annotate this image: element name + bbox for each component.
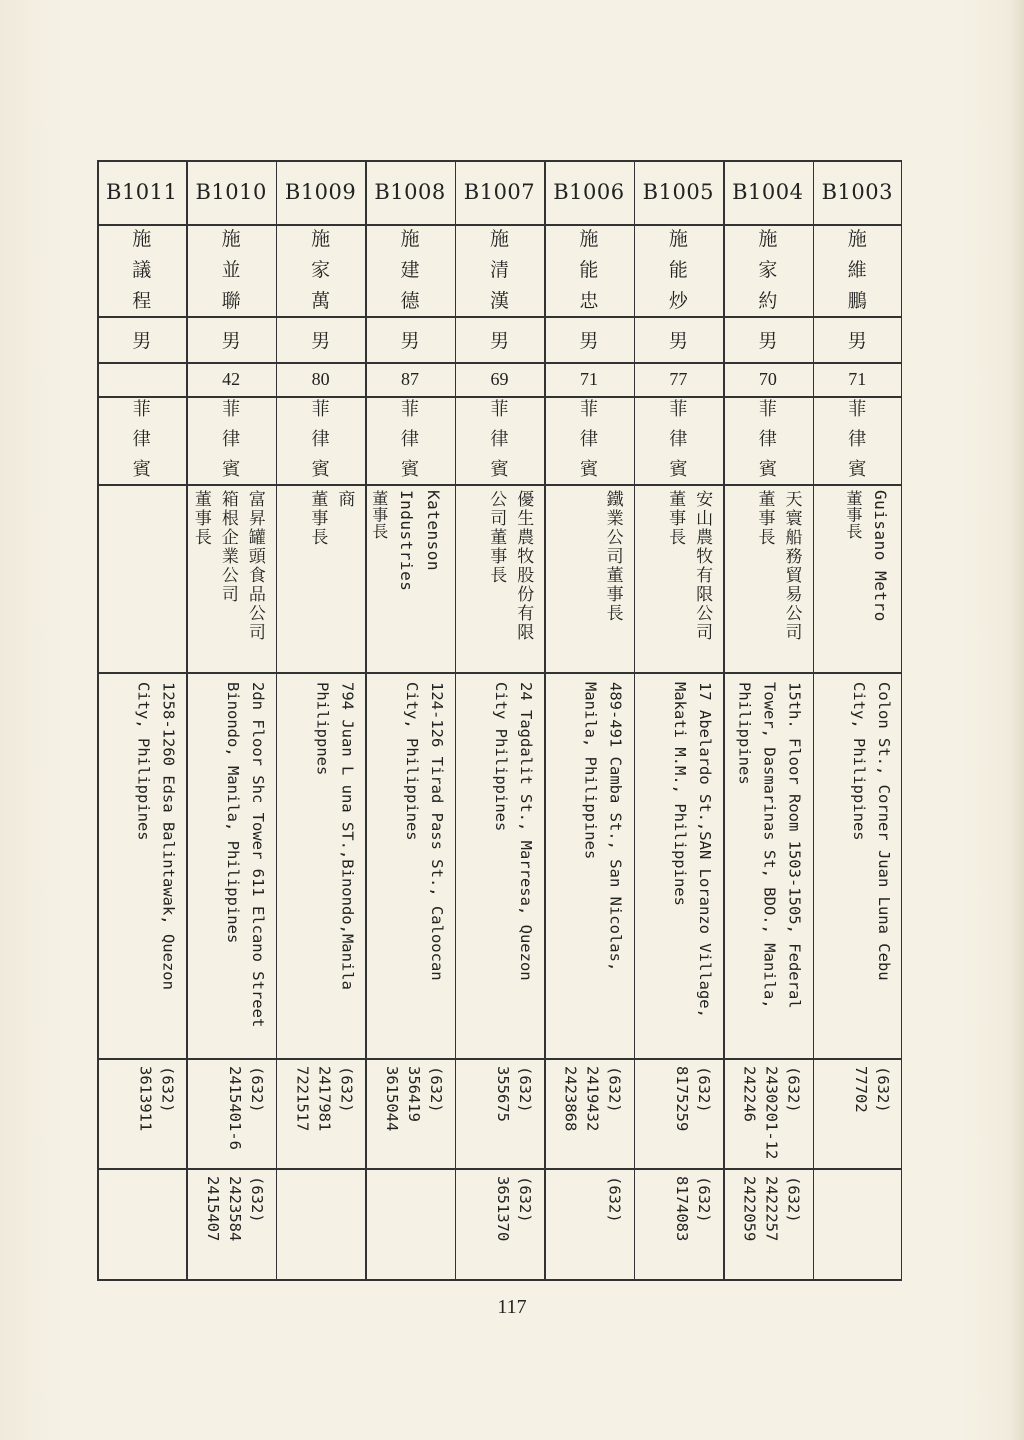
phone-secondary-cell <box>544 1168 633 1280</box>
phone-primary-cell <box>186 1058 275 1168</box>
name-character: 約 <box>758 289 778 312</box>
address: 24 Tagdalit St., Marresa, Quezon City Philippines <box>492 682 536 981</box>
country-character: 菲 <box>401 399 420 420</box>
name-character: 施 <box>221 227 241 250</box>
member-name <box>723 224 812 316</box>
country-character: 菲 <box>132 399 151 420</box>
gender: 男 <box>311 329 331 352</box>
record-column <box>365 160 454 1280</box>
phone-secondary: (632) 2422257 2422059 <box>740 1176 803 1242</box>
table-rule-vertical <box>813 160 815 1280</box>
record-code: B1008 <box>374 180 446 204</box>
name-character: 施 <box>311 227 331 250</box>
country <box>97 396 186 484</box>
age: 77 <box>669 368 688 389</box>
company-title: 富昇罐頭食品公司 箱根企業公司 董事長 <box>190 490 265 642</box>
name-character: 忠 <box>579 289 599 312</box>
address: 1258-1260 Edsa Balintawak, Quezon City, Philippines <box>134 682 178 990</box>
country-character: 律 <box>669 429 688 450</box>
member-name <box>365 224 454 316</box>
address: 124-126 Tirad Pass St., Caloocan City, Philippines <box>402 682 446 981</box>
address-cell <box>723 672 812 1058</box>
phone-primary: (632) 2415401-6 <box>225 1066 266 1150</box>
phone-secondary-cell <box>813 1168 902 1280</box>
age <box>97 362 186 396</box>
phone-secondary-cell <box>186 1168 275 1280</box>
record-code: B1005 <box>642 180 715 204</box>
company-title: 商 董事長 <box>307 490 355 547</box>
phone-primary: (632) 2430201-12 242246 <box>740 1066 803 1160</box>
table-rule-vertical <box>901 160 903 1280</box>
table-rule-vertical <box>455 160 457 1280</box>
country <box>634 396 723 484</box>
member-name <box>97 224 186 316</box>
member-name <box>813 224 902 316</box>
age: 70 <box>758 368 777 389</box>
address: 489-491 Camba St., San Nicolas, Manila, Philippines <box>581 682 625 972</box>
gender: 男 <box>489 329 509 352</box>
member-name <box>634 224 723 316</box>
name-character: 漢 <box>489 289 509 312</box>
company-title-cell <box>544 484 633 672</box>
address: 17 Abelardo St.,SAN Loranzo Village, Makati M.M., Philippines <box>671 682 715 1018</box>
table-rule-vertical <box>276 160 278 1280</box>
name-character: 維 <box>847 258 867 281</box>
record-column <box>634 160 723 1280</box>
name-character: 清 <box>489 258 509 281</box>
name-character: 施 <box>847 227 867 250</box>
company-title-cell <box>634 484 723 672</box>
phone-primary: (632) 2417981 7221517 <box>293 1066 356 1132</box>
record-code: B1004 <box>732 180 804 204</box>
age: 42 <box>222 368 241 389</box>
country-character: 賓 <box>579 459 598 480</box>
country-character: 律 <box>848 429 867 450</box>
name-character: 施 <box>489 227 509 250</box>
country <box>186 396 275 484</box>
table-rule-vertical <box>544 160 546 1280</box>
company-title: 天寰船務貿易公司 董事長 <box>754 490 802 642</box>
table-rule-vertical <box>365 160 367 1280</box>
phone-secondary: (632) 3651370 <box>494 1176 535 1242</box>
address: 15th. Floor Room 1503-1505, Federal Tower, Dasmarinas St, BDO., Manila, Philippines <box>735 682 804 1009</box>
table-rule-vertical <box>97 160 99 1280</box>
address-cell <box>455 672 544 1058</box>
phone-secondary-cell <box>455 1168 544 1280</box>
gender: 男 <box>847 329 867 352</box>
name-character: 施 <box>758 227 778 250</box>
record-column <box>186 160 275 1280</box>
company-title: 安山農牧有限公司 董事長 <box>665 490 713 642</box>
address-cell <box>813 672 902 1058</box>
phone-primary-cell <box>544 1058 633 1168</box>
member-roster-table <box>97 160 902 1280</box>
company-title: 優生農牧股份有限 公司董事長 <box>486 490 534 642</box>
address: Colon St., Corner Juan Luna Cebu City, Philippines <box>849 682 893 981</box>
country-character: 菲 <box>758 399 777 420</box>
company-title-cell <box>186 484 275 672</box>
address-cell <box>634 672 723 1058</box>
name-character: 家 <box>758 258 778 281</box>
gender: 男 <box>132 329 152 352</box>
phone-primary: (632) 355675 <box>494 1066 535 1122</box>
address: 2dn Floor Shc Tower 611 Elcano Street Binondo, Manila, Philippines <box>223 682 267 1028</box>
country-character: 賓 <box>758 459 777 480</box>
name-character: 德 <box>400 289 420 312</box>
table-rule-vertical <box>634 160 636 1280</box>
country-character: 賓 <box>848 459 867 480</box>
member-name <box>186 224 275 316</box>
company-title-cell <box>455 484 544 672</box>
phone-secondary: (632) <box>605 1176 624 1223</box>
record-code: B1009 <box>284 180 357 204</box>
phone-secondary-cell <box>97 1168 186 1280</box>
country-character: 賓 <box>490 459 509 480</box>
record-code: B1010 <box>195 180 267 204</box>
name-character: 家 <box>311 258 331 281</box>
country-character: 賓 <box>222 459 241 480</box>
name-character: 議 <box>132 258 152 281</box>
phone-primary-cell <box>276 1058 365 1168</box>
phone-secondary-cell <box>276 1168 365 1280</box>
name-character: 鵬 <box>847 289 867 312</box>
name-character: 炒 <box>668 289 688 312</box>
country <box>813 396 902 484</box>
country-character: 賓 <box>401 459 420 480</box>
phone-primary: (632) 8175259 <box>673 1066 714 1132</box>
name-character: 建 <box>400 258 420 281</box>
phone-primary: (632) 356419 3615044 <box>382 1066 445 1132</box>
gender: 男 <box>221 329 241 352</box>
country-character: 菲 <box>848 399 867 420</box>
country-character: 賓 <box>311 459 330 480</box>
company-title-cell <box>723 484 812 672</box>
country-character: 菲 <box>311 399 330 420</box>
record-code: B1006 <box>553 180 625 204</box>
record-code: B1003 <box>821 180 893 204</box>
age: 71 <box>848 368 867 389</box>
country-character: 律 <box>490 429 509 450</box>
record-code: B1011 <box>106 180 178 204</box>
name-character: 並 <box>221 258 241 281</box>
record-column <box>813 160 902 1280</box>
gender: 男 <box>579 329 599 352</box>
name-character: 施 <box>579 227 599 250</box>
phone-primary-cell <box>723 1058 812 1168</box>
phone-secondary-cell <box>723 1168 812 1280</box>
country-character: 律 <box>579 429 598 450</box>
name-character: 聯 <box>221 289 241 312</box>
company-title-cell <box>276 484 365 672</box>
name-character: 萬 <box>311 289 331 312</box>
member-name <box>544 224 633 316</box>
page-edge-shadow <box>1010 0 1024 1440</box>
phone-primary: (632) 2419432 2423868 <box>561 1066 624 1132</box>
address-cell <box>544 672 633 1058</box>
country <box>365 396 454 484</box>
phone-secondary: (632) 8174083 <box>673 1176 714 1242</box>
name-character: 能 <box>579 258 599 281</box>
address-cell <box>276 672 365 1058</box>
company-title: Guisano Metro 董事長 <box>843 490 890 622</box>
phone-primary-cell <box>365 1058 454 1168</box>
record-column <box>455 160 544 1280</box>
country <box>276 396 365 484</box>
country-character: 律 <box>222 429 241 450</box>
phone-secondary-cell <box>365 1168 454 1280</box>
gender: 男 <box>400 329 420 352</box>
record-column <box>723 160 812 1280</box>
phone-primary-cell <box>455 1058 544 1168</box>
country-character: 菲 <box>669 399 688 420</box>
age: 71 <box>579 368 598 389</box>
phone-secondary: (632) 2423584 2415407 <box>203 1176 266 1242</box>
company-title: 鐵業公司董事長 <box>602 490 623 623</box>
gender: 男 <box>668 329 688 352</box>
country-character: 律 <box>758 429 777 450</box>
record-column <box>276 160 365 1280</box>
country <box>723 396 812 484</box>
company-title-cell <box>813 484 902 672</box>
country-character: 賓 <box>132 459 151 480</box>
page-number: 117 <box>497 1296 527 1318</box>
country <box>544 396 633 484</box>
country-character: 菲 <box>222 399 241 420</box>
gender: 男 <box>758 329 778 352</box>
phone-primary: (632) 3613911 <box>136 1066 177 1132</box>
member-name <box>455 224 544 316</box>
name-character: 施 <box>668 227 688 250</box>
country-character: 律 <box>401 429 420 450</box>
name-character: 能 <box>668 258 688 281</box>
company-title-cell <box>365 484 454 672</box>
phone-secondary-cell <box>634 1168 723 1280</box>
country <box>455 396 544 484</box>
country-character: 律 <box>311 429 330 450</box>
name-character: 施 <box>400 227 420 250</box>
company-title-cell <box>97 484 186 672</box>
phone-primary-cell <box>634 1058 723 1168</box>
phone-primary-cell <box>97 1058 186 1168</box>
age: 87 <box>401 368 420 389</box>
country-character: 菲 <box>579 399 598 420</box>
address-cell <box>97 672 186 1058</box>
country-character: 賓 <box>669 459 688 480</box>
country-character: 律 <box>132 429 151 450</box>
name-character: 程 <box>132 289 152 312</box>
phone-primary-cell <box>813 1058 902 1168</box>
country-character: 菲 <box>490 399 509 420</box>
address: 794 Juan L una ST.,Binondo,Manila Philippnes <box>313 682 357 990</box>
member-name <box>276 224 365 316</box>
table-rule-vertical <box>723 160 725 1280</box>
record-code: B1007 <box>463 180 536 204</box>
company-title: Katenson Industries 董事長 <box>369 490 443 592</box>
address-cell <box>365 672 454 1058</box>
record-column <box>97 160 186 1280</box>
phone-primary: (632) 77702 <box>851 1066 892 1113</box>
table-rule-vertical <box>186 160 188 1280</box>
age: 80 <box>311 368 330 389</box>
name-character: 施 <box>132 227 152 250</box>
record-column <box>544 160 633 1280</box>
address-cell <box>186 672 275 1058</box>
age: 69 <box>490 368 509 389</box>
